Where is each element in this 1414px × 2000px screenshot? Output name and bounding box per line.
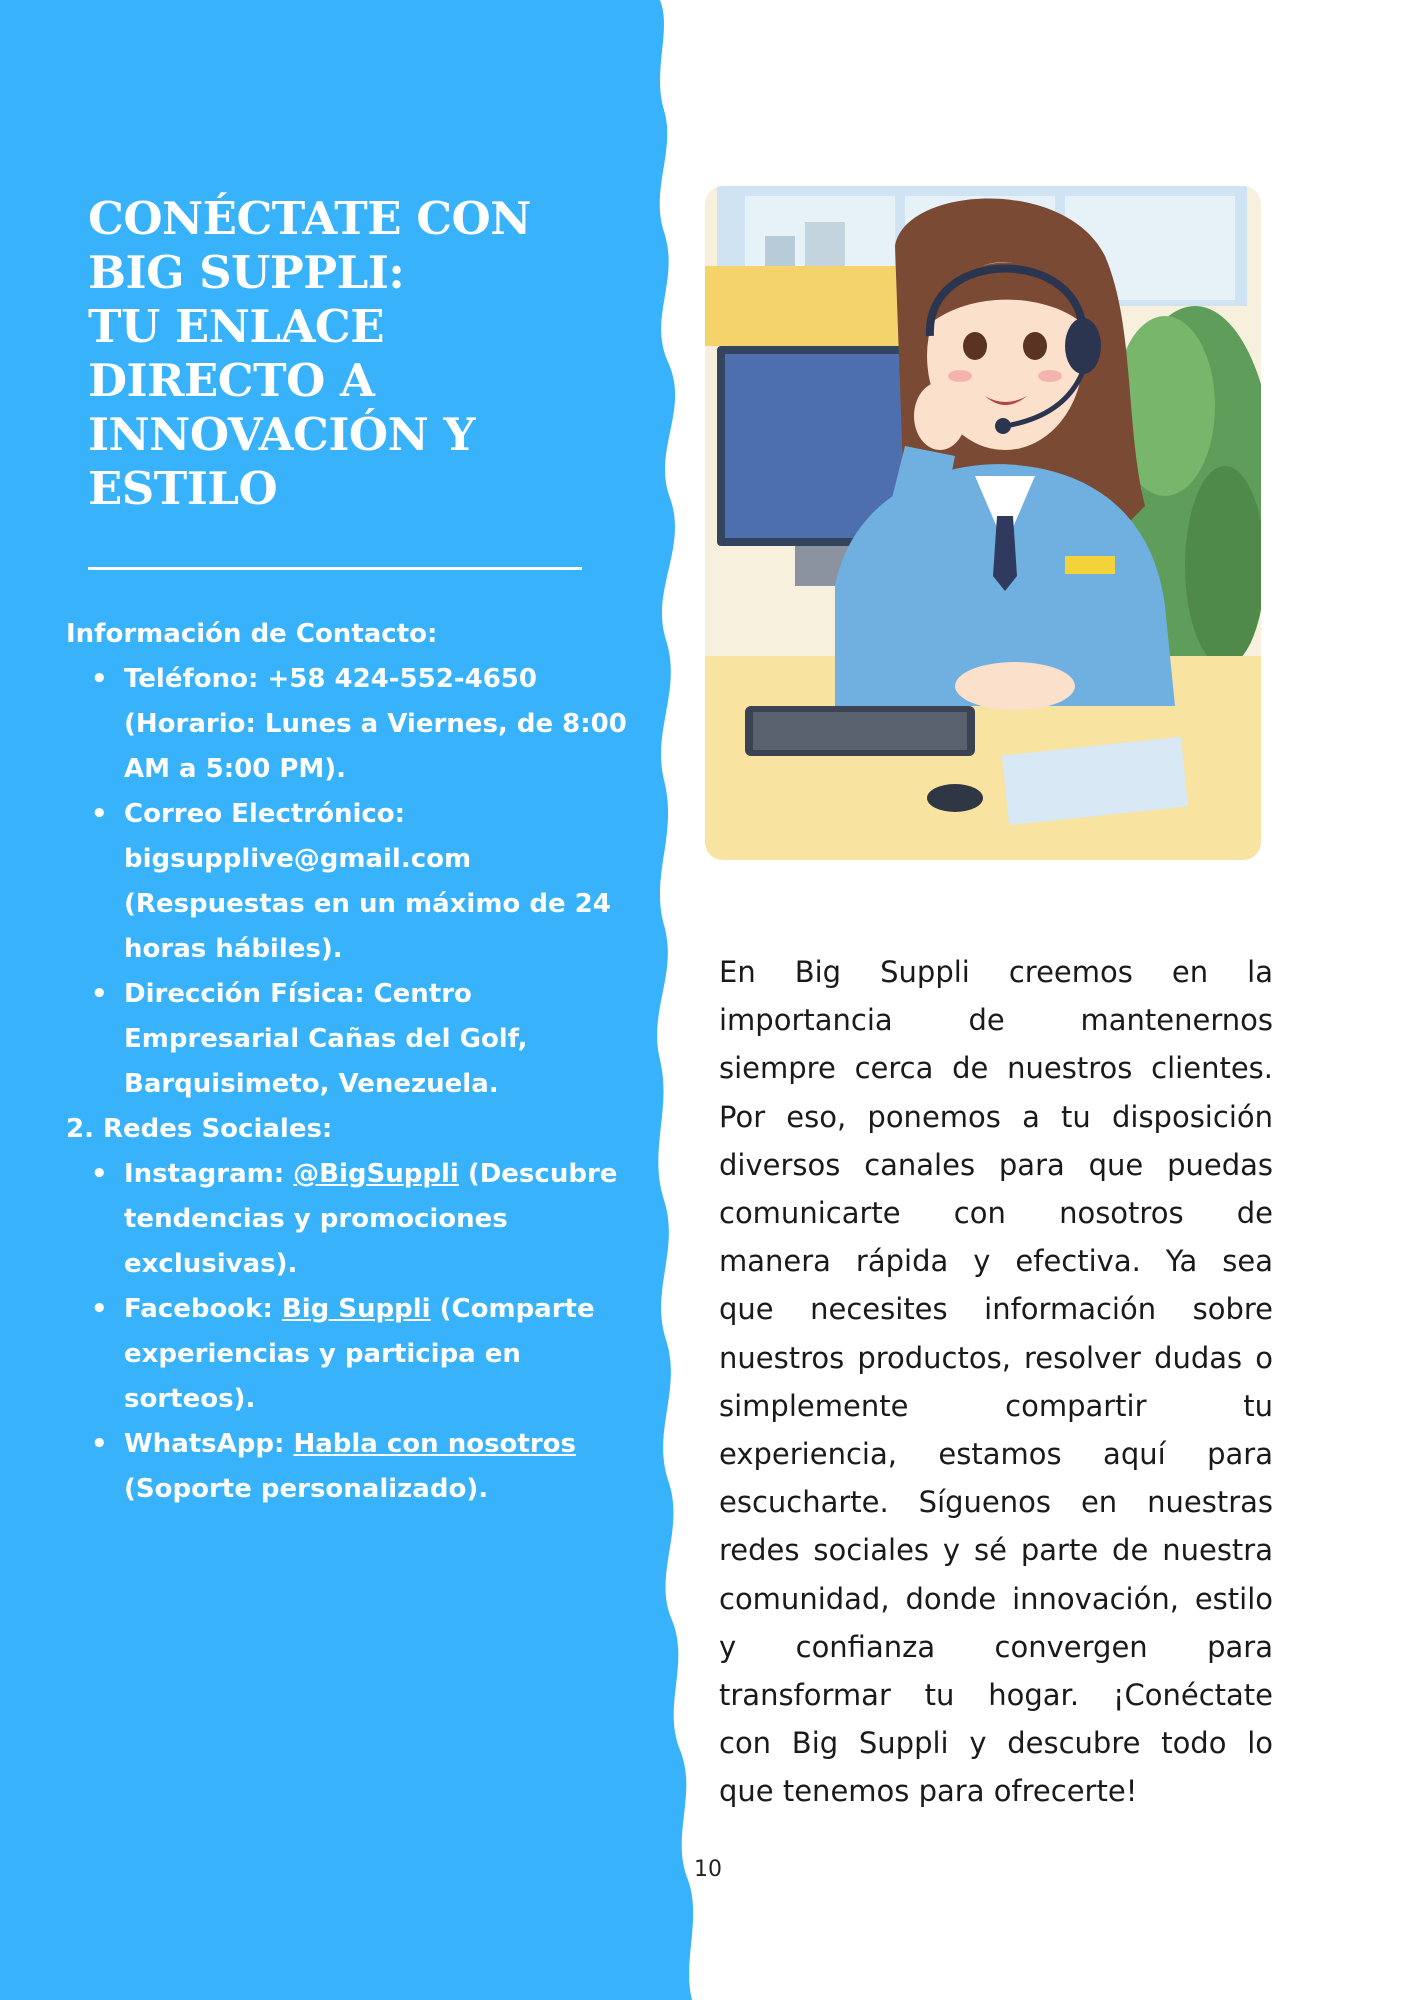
contact-item-address — [66, 972, 626, 1107]
contact-item-email — [66, 792, 626, 972]
contact-section — [66, 612, 626, 1512]
phone-line: Teléfono: +58 424-552-4650 — [124, 664, 537, 694]
social-item-whatsapp — [66, 1422, 626, 1512]
instagram-note-line: tendencias y promociones — [124, 1204, 508, 1234]
whatsapp-note-line: (Soporte personalizado). — [124, 1474, 489, 1504]
email-note-line: horas hábiles). — [124, 934, 343, 964]
address-line: Dirección Física: Centro — [124, 979, 472, 1009]
instagram-line — [124, 1152, 626, 1197]
title-line: INNOVACIÓN Y — [88, 408, 476, 461]
facebook-note: (Comparte — [430, 1294, 595, 1324]
paragraph-line: diversos canales para que puedas — [719, 1147, 1273, 1182]
address-line: Barquisimeto, Venezuela. — [124, 1069, 499, 1099]
social-item-facebook — [66, 1287, 626, 1422]
paragraph-line: que tenemos para ofrecerte! — [719, 1774, 1138, 1809]
title-line: TU ENLACE — [88, 300, 384, 353]
instagram-link[interactable]: @BigSuppli — [293, 1159, 459, 1189]
facebook-note-line: experiencias y participa en — [124, 1339, 521, 1369]
contact-list — [66, 657, 626, 1107]
paragraph-line: importancia de mantenernos — [719, 1003, 1273, 1038]
paragraph-line: nuestros productos, resolver dudas o — [719, 1340, 1273, 1375]
facebook-line — [124, 1287, 626, 1332]
paragraph-line: En Big Suppli creemos en la — [719, 955, 1273, 989]
paragraph-line: comunidad, donde innovación, estilo — [719, 1581, 1273, 1616]
social-heading: 2. Redes Sociales: — [66, 1114, 333, 1144]
title-line: CONÉCTATE CON — [88, 192, 531, 245]
phone-hours-line: AM a 5:00 PM). — [124, 754, 347, 784]
page-title — [88, 192, 568, 516]
email-label: Correo Electrónico: — [124, 799, 406, 829]
intro-paragraph — [719, 948, 1273, 1816]
paragraph-line: que necesites información sobre — [719, 1292, 1273, 1327]
instagram-label: Instagram: — [124, 1159, 294, 1189]
phone-hours-line: (Horario: Lunes a Viernes, de 8:00 — [124, 709, 627, 739]
paragraph-line: con Big Suppli y descubre todo lo — [719, 1726, 1273, 1761]
page-number: 10 — [694, 1857, 722, 1882]
paragraph-line: redes sociales y sé parte de nuestra — [719, 1533, 1273, 1568]
social-list — [66, 1152, 626, 1512]
whatsapp-label: WhatsApp: — [124, 1429, 294, 1459]
paragraph-line: transformar tu hogar. ¡Conéctate — [719, 1678, 1273, 1713]
bullet-icon: • — [91, 1294, 108, 1324]
paragraph-line: y confianza convergen para — [719, 1629, 1273, 1664]
title-divider — [88, 567, 582, 570]
contact-heading: Información de Contacto: — [66, 619, 438, 649]
paragraph-line: siempre cerca de nuestros clientes. — [719, 1051, 1273, 1086]
call-center-agent-image — [705, 186, 1261, 860]
email-note-line: (Respuestas en un máximo de 24 — [124, 889, 611, 919]
facebook-note-line: sorteos). — [124, 1384, 256, 1414]
bullet-icon: • — [91, 799, 108, 829]
whatsapp-link[interactable]: Habla con nosotros — [293, 1429, 576, 1459]
title-line: BIG SUPPLI: — [88, 246, 405, 299]
email-address: bigsupplive@gmail.com — [124, 844, 472, 874]
whatsapp-line — [124, 1422, 626, 1467]
paragraph-line: experiencia, estamos aquí para — [719, 1437, 1273, 1472]
paragraph-line: manera rápida y efectiva. Ya sea — [719, 1244, 1273, 1279]
bullet-icon: • — [91, 1159, 108, 1189]
social-item-instagram — [66, 1152, 626, 1287]
bullet-icon: • — [91, 979, 108, 1009]
contact-item-phone — [66, 657, 626, 792]
address-line: Empresarial Cañas del Golf, — [124, 1024, 528, 1054]
bullet-icon: • — [91, 1429, 108, 1459]
customer-service-illustration — [705, 186, 1261, 860]
paragraph-line: simplemente compartir tu — [719, 1388, 1273, 1423]
title-line: DIRECTO A — [88, 354, 375, 407]
paragraph-line: escucharte. Síguenos en nuestras — [719, 1485, 1273, 1520]
paragraph-line: Por eso, ponemos a tu disposición — [719, 1099, 1273, 1134]
facebook-label: Facebook: — [124, 1294, 282, 1324]
bullet-icon: • — [91, 664, 108, 694]
paragraph-line: comunicarte con nosotros de — [719, 1196, 1273, 1231]
instagram-note: (Descubre — [458, 1159, 618, 1189]
title-line: ESTILO — [88, 462, 278, 515]
facebook-link[interactable]: Big Suppli — [281, 1294, 431, 1324]
instagram-note-line: exclusivas). — [124, 1249, 298, 1279]
